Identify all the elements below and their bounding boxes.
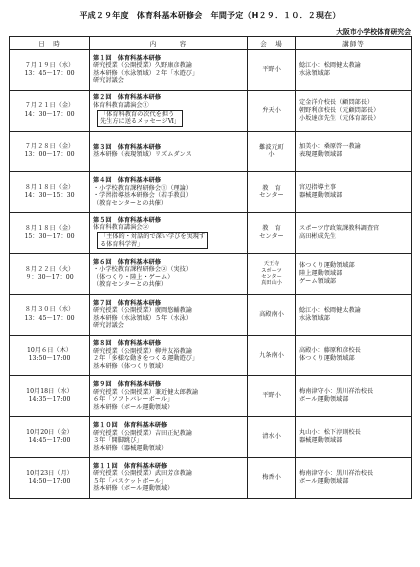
content-line: 研究討議会	[93, 322, 124, 330]
content-cell	[90, 253, 248, 294]
lecturer-line: スポーツ庁政策課教科調査官	[299, 225, 380, 233]
content-cell	[90, 131, 248, 172]
lecturer-cell	[296, 50, 412, 91]
lecturer-cell	[296, 90, 412, 131]
venue-cell	[248, 90, 296, 131]
lecturer-line: 陸上運動領域部	[299, 269, 343, 277]
venue-line: スポーツ	[261, 267, 282, 274]
content-line: ３年「開脚跳び」	[93, 437, 143, 445]
header-venue: 会 場	[248, 37, 296, 50]
content-line: 研究授業（公開授業）吉田正紀教諭	[93, 429, 192, 437]
venue-cell	[248, 172, 296, 213]
lecturer-line: ボール運動領域部	[299, 396, 349, 404]
venue-cell	[248, 335, 296, 376]
venue-line: センター	[259, 233, 284, 241]
table-header-row	[10, 37, 412, 50]
venue-line: センター	[261, 273, 282, 280]
venue-line: センター	[259, 192, 284, 200]
session-date: 10月20日（金）	[26, 428, 73, 436]
date-cell	[10, 253, 90, 294]
content-line: 基本研修（ボール運動領域）	[93, 403, 174, 411]
table-body	[10, 50, 412, 499]
lecture-theme-box	[97, 232, 208, 249]
venue-line: 教 育	[262, 184, 281, 192]
lecturer-cell	[296, 417, 412, 458]
table-row	[10, 131, 412, 172]
session-time: 14:50～17:00	[28, 477, 71, 485]
lecturer-line: 鯰江小：松岡健太教諭	[299, 61, 361, 69]
venue-line: 高殿南小	[259, 310, 284, 318]
venue-cell	[248, 253, 296, 294]
content-line: 研究授業（公開授業）兼近健太郎教諭	[93, 388, 199, 396]
lecturer-cell	[296, 294, 412, 335]
session-heading: 第６回 体育科基本研修	[93, 258, 162, 266]
venue-line: 平野小	[262, 66, 281, 74]
session-date: 10月６日（木）	[27, 347, 72, 355]
session-date: ８月１８日（金）	[24, 183, 75, 191]
session-date: ７月１９日（水）	[24, 61, 75, 69]
content-cell	[90, 376, 248, 417]
venue-cell	[248, 213, 296, 254]
lecturer-cell	[296, 457, 412, 498]
schedule-table	[9, 36, 412, 499]
date-cell	[10, 172, 90, 213]
date-cell	[10, 376, 90, 417]
lecturer-line: 梅南津守小：黒川祥治校長	[299, 388, 374, 396]
session-heading: 第２回 体育科基本研修	[93, 94, 162, 102]
header-date: 日 時	[10, 37, 90, 50]
table-row	[10, 172, 412, 213]
content-line: 研究授業（公開授業）久野康彦教諭	[93, 62, 192, 70]
lecturer-line: 体つくり運動領域部	[299, 261, 355, 269]
venue-cell	[248, 50, 296, 91]
session-date: 10月23日（月）	[26, 469, 73, 477]
venue-line: 平野小	[262, 392, 281, 400]
table-row	[10, 90, 412, 131]
content-line: （教育センターとの共催）	[93, 281, 168, 289]
session-heading: 第１０回 体育科基本研修	[93, 421, 168, 429]
lecturer-line: ゲーム領域部	[299, 277, 337, 285]
content-line: ・学習指導基本研修会（若手教員）	[93, 192, 192, 200]
session-time: 14：30～15：30	[24, 192, 75, 200]
content-line: 研究授業（公開授業）廣岡悠輔教諭	[93, 307, 192, 315]
lecturer-line: 定金洋介校長（顧問部長）	[299, 98, 374, 106]
session-time: 14:35～17:00	[28, 396, 71, 404]
date-cell	[10, 90, 90, 131]
session-time: 13:50～17:00	[28, 355, 71, 363]
session-heading: 第８回 体育科基本研修	[93, 340, 162, 348]
content-cell	[90, 90, 248, 131]
content-line: ・小学校教育課程研修会①（理論）	[93, 184, 192, 192]
venue-line: 小	[268, 151, 275, 159]
date-cell	[10, 131, 90, 172]
venue-cell	[248, 131, 296, 172]
lecturer-line: 体つくり運動領域部	[299, 355, 355, 363]
content-line: 基本研修（水泳領域）５年（水泳）	[93, 314, 192, 322]
table-row	[10, 213, 412, 254]
venue-cell	[248, 376, 296, 417]
lecturer-line: 器械運動領域部	[299, 437, 343, 445]
lecture-theme-box	[97, 110, 183, 127]
lecturer-line: 水泳領域部	[299, 314, 330, 322]
date-cell	[10, 335, 90, 376]
header-content: 内 容	[90, 37, 248, 50]
lecture-theme-line: 「主体的・対話的で深い学びを実現す	[100, 233, 206, 241]
content-line: ５年「バスケットボール」	[93, 477, 167, 485]
lecturer-cell	[296, 172, 412, 213]
lecturer-line: 高殿小：藤原和彦校長	[299, 347, 361, 355]
venue-line: 教 育	[262, 225, 281, 233]
lecturer-line: 鯰江小：松岡健太教諭	[299, 306, 361, 314]
content-line: ６年「ソフトバレーボール」	[93, 396, 174, 404]
session-time: ９：30～17：00	[25, 273, 74, 281]
venue-line: 弁天小	[262, 106, 281, 114]
date-cell	[10, 213, 90, 254]
content-line: ・小学校教育課程研修会②（実技）	[93, 266, 192, 274]
session-heading: 第５回 体育科基本研修	[93, 216, 162, 224]
session-heading: 第１回 体育科基本研修	[93, 54, 162, 62]
organization-name: 大阪市小学校体育研究会	[336, 28, 411, 36]
table-row	[10, 335, 412, 376]
lecturer-cell	[296, 253, 412, 294]
content-cell	[90, 457, 248, 498]
session-date: ８月２２日（火）	[24, 265, 75, 273]
lecture-theme-line: 先生方に送るメッセージⅥ」	[100, 118, 181, 126]
content-line: 体育科教育講演会①	[93, 101, 149, 109]
session-heading: 第７回 体育科基本研修	[93, 299, 162, 307]
lecturer-cell	[296, 213, 412, 254]
venue-line: 九条南小	[259, 351, 284, 359]
content-line: 基本研修（ボール運動領域）	[93, 485, 174, 493]
venue-cell	[248, 417, 296, 458]
content-cell	[90, 172, 248, 213]
lecturer-line: 加美小：桑原啓一教諭	[299, 143, 361, 151]
content-cell	[90, 294, 248, 335]
table-row	[10, 417, 412, 458]
content-cell	[90, 50, 248, 91]
lecturer-line: 宮辺指導主事	[299, 184, 337, 192]
lecturer-line: 梅南津守小：黒川祥治校長	[299, 469, 374, 477]
venue-line: 梅香小	[262, 473, 281, 481]
venue-cell	[248, 294, 296, 335]
table-row	[10, 376, 412, 417]
lecturer-line: 丸山小：松下淳則校長	[299, 429, 361, 436]
content-line: 研究討議会	[93, 77, 124, 85]
content-line: （教育センターとの共催）	[93, 199, 168, 207]
lecturer-line: ボール運動領域部	[299, 477, 349, 485]
lecturer-cell	[296, 376, 412, 417]
session-heading: 第９回 体育科基本研修	[93, 381, 162, 389]
content-line: ２年「多様な動きをつくる運動遊び」	[93, 355, 199, 363]
content-cell	[90, 417, 248, 458]
session-time: 15：30～17：00	[24, 233, 75, 241]
session-time: 13：45～17：00	[24, 69, 75, 77]
content-line: 基本研修（体つくり領域）	[93, 363, 168, 371]
session-time: 13：45～17：00	[24, 314, 75, 322]
date-cell	[10, 457, 90, 498]
venue-line: 真田山小	[261, 280, 282, 287]
session-time: 14：30～17：00	[24, 110, 75, 118]
date-cell	[10, 294, 90, 335]
content-line: 基本研修（表現領域）リズムダンス	[93, 151, 192, 159]
content-line: （体つくり・陸上・ゲーム）	[93, 273, 174, 281]
lecturer-line: 小坂達彦先生（元体育部長）	[299, 114, 380, 122]
lecturer-line: 器械運動領域部	[299, 192, 343, 200]
page-title: 平成２９年度 体育科基本研修会 年間予定（H２９．１０．２現在）	[79, 11, 341, 20]
content-line: 研究授業（公開授業）武田芳彦教諭	[93, 470, 192, 478]
session-heading: 第３回 体育科基本研修	[93, 143, 162, 151]
session-date: ８月３０日（水）	[24, 306, 75, 314]
lecturer-cell	[296, 131, 412, 172]
session-time: 13：00～17：00	[24, 151, 75, 159]
header-lecturer: 講師等	[296, 37, 412, 50]
venue-line: 天王寺	[263, 261, 280, 268]
table-row	[10, 50, 412, 91]
content-line: 体育科教育講演会②	[93, 224, 149, 232]
content-line: 基本研修（器械運動領域）	[93, 444, 168, 452]
content-cell	[90, 335, 248, 376]
session-heading: 第４回 体育科基本研修	[93, 177, 162, 185]
date-cell	[10, 417, 90, 458]
lecturer-line: 高田彬成先生	[299, 233, 337, 241]
session-heading: 第１１回 体育科基本研修	[93, 462, 168, 470]
lecture-theme-line: 「体育科教育の次代を担う	[100, 110, 175, 118]
session-time: 14:45～17:00	[28, 437, 71, 445]
session-date: 10月18日（水）	[26, 387, 73, 395]
session-date: ７月２８日（金）	[24, 143, 75, 151]
venue-cell	[248, 457, 296, 498]
venue-line: 清水小	[262, 433, 281, 441]
table-row	[10, 253, 412, 294]
lecturer-line: 朝野利彦校長（元顧問部長）	[299, 106, 380, 114]
date-cell	[10, 50, 90, 91]
content-line: 研究授業（公開授業）柳井友裕教諭	[93, 347, 192, 355]
lecturer-cell	[296, 335, 412, 376]
table-row	[10, 294, 412, 335]
table-row	[10, 457, 412, 498]
lecturer-line: 水泳領域部	[299, 69, 330, 77]
venue-line: 難波元町	[259, 143, 284, 151]
session-date: ７月２１日（金）	[24, 102, 75, 110]
lecturer-line: 表現運動領域部	[299, 151, 343, 159]
content-cell	[90, 213, 248, 254]
content-line: 基本研修（水泳領域）２年「水遊び」	[93, 69, 199, 77]
lecture-theme-line: る体育科学習」	[100, 240, 144, 248]
session-date: ８月１８日（金）	[24, 224, 75, 232]
